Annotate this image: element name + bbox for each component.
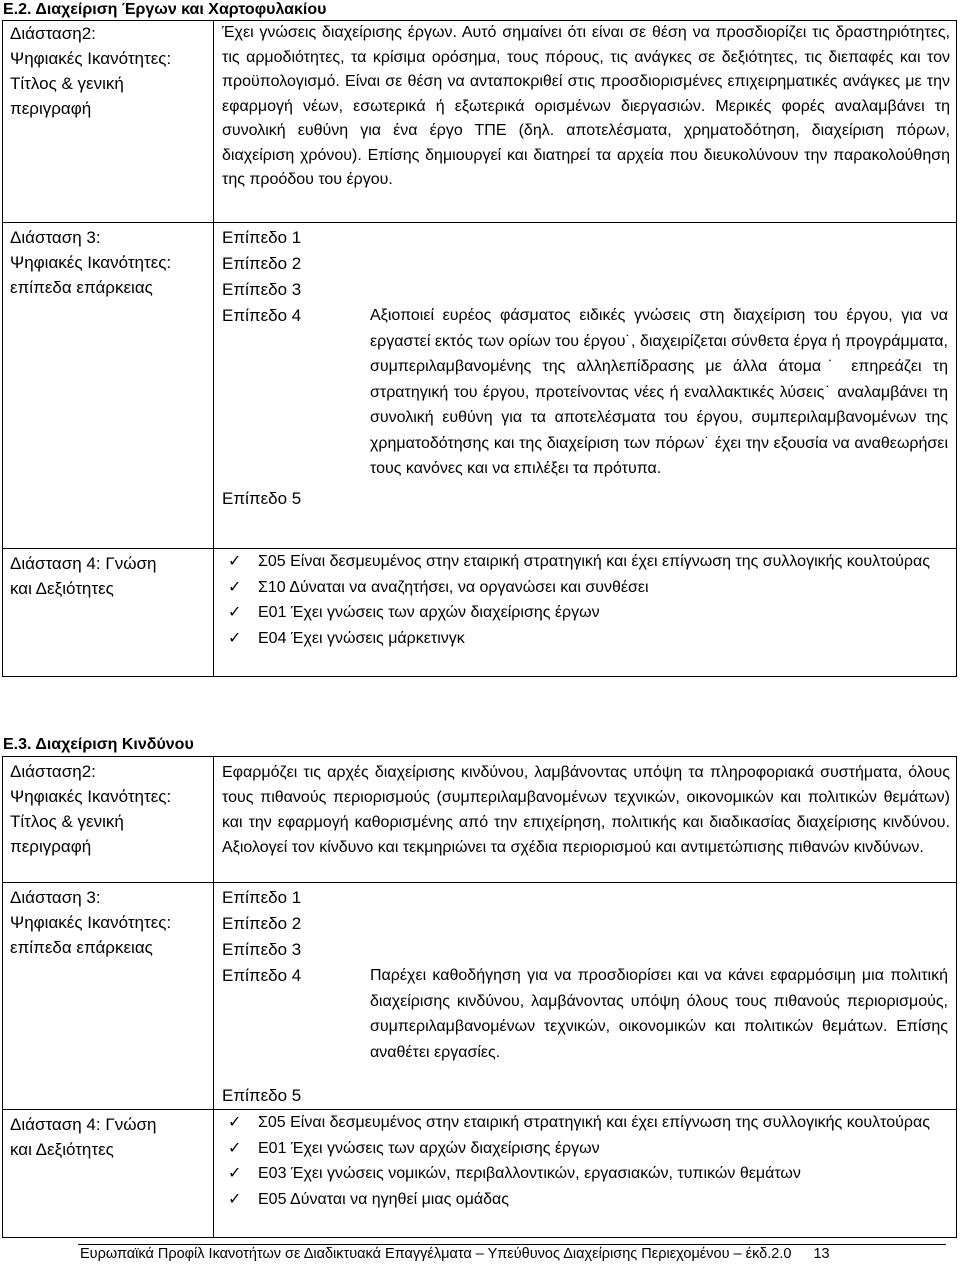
level-name: Επίπεδο 1 [222, 228, 302, 247]
list-item: ✓ Ε04 Έχει γνώσεις μάρκετινγκ [228, 626, 950, 652]
check-icon: ✓ [228, 1114, 242, 1131]
label-line: Διάσταση2: [10, 762, 96, 781]
check-icon: ✓ [228, 629, 242, 647]
level-name: Επίπεδο 4 [222, 966, 302, 985]
label-line: Ψηφιακές Ικανότητες: [10, 913, 172, 932]
dimension2-text-cell [214, 21, 957, 223]
competence-table [2, 756, 957, 1238]
check-icon: ✓ [228, 1139, 242, 1157]
list-item: ✓ Σ05 Είναι δεσμευμένος στην εταιρική στρατηγική και έχει επίγνωση της συλλογικής κουλτούρας [228, 549, 950, 575]
dimension4-label-cell [3, 1110, 214, 1238]
level-name: Επίπεδο 5 [222, 1086, 302, 1105]
page-footer [80, 1246, 830, 1262]
label-line: Τίτλος & γενική [10, 812, 124, 831]
label-line: Ψηφιακές Ικανότητες: [10, 253, 172, 272]
knowledge-list [214, 549, 956, 651]
footer-divider [78, 1244, 946, 1245]
dimension4-label-cell [3, 549, 214, 677]
knowledge-cell [214, 1110, 957, 1238]
label-line: επίπεδα επάρκειας [10, 938, 153, 957]
label-line: και Δεξιότητες [10, 1140, 114, 1159]
levels-cell [214, 883, 957, 1110]
knowledge-list [214, 1110, 956, 1212]
check-icon: ✓ [228, 1165, 242, 1182]
label-line: και Δεξιότητες [10, 579, 114, 598]
label-line: επίπεδα επάρκειας [10, 278, 153, 297]
label-line: Διάσταση2: [10, 24, 96, 43]
dimension3-label-cell [3, 223, 214, 549]
description-text: Εφαρμόζει τις αρχές διαχείρισης κινδύνου, λαμβάνοντας υπόψη τα πληροφοριακά συστήματα, όλους τους πιθανούς περιορισμούς (συμπεριλαμβανομένων τεχνικών, οικονομικών και πολιτικών θεμάτων) και την εφαρμογή καθορισμένης από την επιχείρηση, πολιτικής και διαδικασίας διαχείρισης κινδύνου. Αξιολογεί τον κίνδυνο και τεκμηριώνει τα σχέδια περιορισμού και αντιμετώπισης πιθανών κινδύνων. [222, 764, 950, 856]
label-line: Διάσταση 4: Γνώση [10, 1115, 157, 1134]
label-line: περιγραφή [10, 837, 92, 856]
level-description: Παρέχει καθοδήγηση για να προσδιορίσει και να κάνει εφαρμόσιμη μια πολιτική διαχείρισης κινδύνου, λαμβάνοντας υπόψη όλους τους πιθανούς περιορισμούς, συμπεριλαμβανομένων τεχνικών, οικονομικών και πολιτικών θεμάτων. Επίσης αναθέτει εργασίες. [370, 967, 948, 1061]
list-item: ✓ Σ05 Είναι δεσμευμένος στην εταιρική στρατηγική και έχει επίγνωση της συλλογικής κουλτούρας [228, 1110, 950, 1136]
level-name: Επίπεδο 2 [222, 914, 302, 933]
list-item: ✓ Ε01 Έχει γνώσεις των αρχών διαχείρισης έργων [228, 600, 950, 626]
label-line: Ψηφιακές Ικανότητες: [10, 787, 172, 806]
check-icon: ✓ [228, 1190, 242, 1208]
page-number: 13 [813, 1246, 830, 1262]
label-line: Διάσταση 3: [10, 888, 101, 907]
list-item: ✓ Ε01 Έχει γνώσεις των αρχών διαχείρισης έργων [228, 1136, 950, 1162]
level-name: Επίπεδο 2 [222, 254, 302, 273]
section-title: Ε.2. Διαχείριση Έργων και Χαρτοφυλακίου [3, 1, 327, 18]
footer-text: Ευρωπαϊκά Προφίλ Ικανοτήτων σε Διαδικτυακά Επαγγέλματα – Υπεύθυνος Διαχείρισης Περιεχομένου – έκδ.2.0 [80, 1246, 792, 1262]
list-item: ✓ Ε03 Έχει γνώσεις νομικών, περιβαλλοντικών, εργασιακών, τυπικών θεμάτων [228, 1161, 950, 1187]
knowledge-cell [214, 549, 957, 677]
dimension2-text-cell [214, 757, 957, 883]
list-item: ✓ Ε05 Δύναται να ηγηθεί μιας ομάδας [228, 1187, 950, 1213]
check-icon: ✓ [228, 553, 242, 570]
level-description: Αξιοποιεί ευρέος φάσματος ειδικές γνώσεις στη διαχείριση του έργου, για να εργαστεί εκτός των ορίων του έργου˙, διαχειρίζεται σύνθετα έργα ή προγράμματα, συμπεριλαμβανομένης της αλληλεπίδρασης με άλλα άτομα˙ επηρεάζει τη στρατηγική του έργου, προτείνοντας νέες ή εναλλακτικές λύσεις˙ αναλαμβάνει τη συνολική ευθύνη για τα αποτελέσματα του έργου, συμπεριλαμβανομένων της χρηματοδότησης και της διαχείριση των πόρων˙ έχει την εξουσία να αναθεωρήσει τους κανόνες και να επιλέξει τα πρότυπα. [370, 307, 948, 477]
dimension2-label-cell [3, 757, 214, 883]
label-line: Διάσταση 4: Γνώση [10, 554, 157, 573]
competence-table [2, 20, 957, 677]
level-name: Επίπεδο 5 [222, 488, 302, 508]
dimension3-label-cell [3, 883, 214, 1110]
dimension2-label-cell [3, 21, 214, 223]
levels-cell [214, 223, 957, 549]
level-name: Επίπεδο 4 [222, 306, 302, 325]
check-icon: ✓ [228, 578, 242, 596]
section-title: Ε.3. Διαχείριση Κινδύνου [3, 736, 194, 753]
level-name: Επίπεδο 1 [222, 888, 302, 907]
level-name: Επίπεδο 3 [222, 280, 302, 299]
label-line: περιγραφή [10, 99, 92, 118]
description-text: Έχει γνώσεις διαχείρισης έργων. Αυτό σημαίνει ότι είναι σε θέση να προσδιορίζει τις δραστηριότητες, τις αρμοδιότητες, τα κρίσιμα ορόσημα, τους πόρους, τις ανάγκες σε δεξιότητες, τις διεπαφές και τον προϋπολογισμό. Είναι σε θέση να ανταποκριθεί στις προσδιορισμένες επιχειρηματικές ανάγκες με την εφαρμογή νέων, εσωτερικά ή εξωτερικά ορισμένων διεργασιών. Μερικές φορές αναλαμβάνει τη συνολική ευθύνη για ένα έργο ΤΠΕ (δηλ. αποτελέσματα, χρηματοδότηση, διαχείριση πόρων, διαχείριση χρόνου). Επίσης δημιουργεί και διατηρεί τα αρχεία που διευκολύνουν την παρακολούθηση της προόδου του έργου. [222, 24, 950, 188]
label-line: Τίτλος & γενική [10, 74, 124, 93]
level-name: Επίπεδο 3 [222, 940, 302, 959]
check-icon: ✓ [228, 604, 242, 621]
list-item: ✓ Σ10 Δύναται να αναζητήσει, να οργανώσει και συνθέσει [228, 575, 950, 601]
label-line: Διάσταση 3: [10, 228, 101, 247]
label-line: Ψηφιακές Ικανότητες: [10, 49, 172, 68]
